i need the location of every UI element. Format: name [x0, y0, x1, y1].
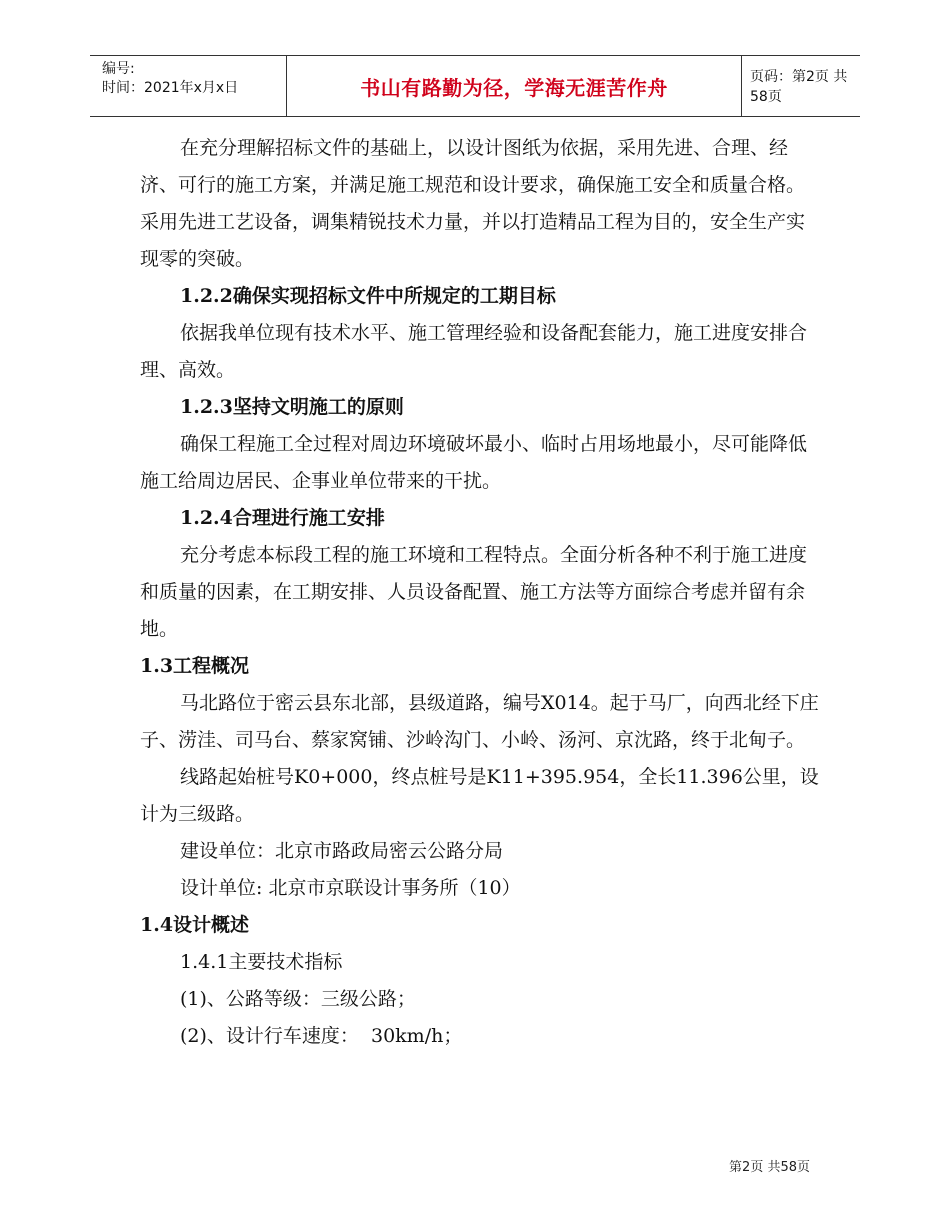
- designer-line: 设计单位: 北京市京联设计事务所（10）: [180, 877, 521, 899]
- builder-line: 建设单位：北京市路政局密云公路分局: [180, 840, 504, 862]
- list-item: (1)、公路等级：三级公路；: [180, 988, 416, 1010]
- paragraph: 充分考虑本标段工程的施工环境和工程特点。全面分析各种不利于施工进度和质量的因素，在工期安排、人员设备配置、施工方法等方面综合考虑并留有余地。: [140, 544, 808, 640]
- section-heading: 1.3工程概况: [140, 655, 250, 677]
- header-motto: 书山有路勤为径，学海无涯苦作舟: [286, 56, 742, 116]
- page-footer: 第2页 共58页: [729, 1160, 810, 1175]
- paragraph: 线路起始桩号K0+000，终点桩号是K11+395.954，全长11.396公里，设计为三级路。: [140, 766, 819, 825]
- document-body: [140, 130, 820, 1055]
- document-header: [90, 55, 860, 117]
- section-heading: 1.4设计概述: [140, 914, 250, 936]
- paragraph: 马北路位于密云县东北部，县级道路，编号X014。起于马厂，向西北经下庄子、涝洼、司马台、蔡家窝铺、沙岭沟门、小岭、汤河、京沈路，终于北甸子。: [140, 692, 819, 751]
- list-item: (2)、设计行车速度： 30km/h；: [180, 1025, 463, 1047]
- paragraph: 依据我单位现有技术水平、施工管理经验和设备配套能力，施工进度安排合理、高效。: [140, 322, 808, 381]
- document-time: 时间：2021年x月x日: [102, 80, 239, 96]
- header-page-info: 页码：第2页 共58页: [750, 69, 848, 105]
- subsection-heading: 1.4.1主要技术指标: [180, 951, 343, 973]
- section-heading: 1.2.2确保实现招标文件中所规定的工期目标: [180, 285, 556, 307]
- document-number-label: 编号:: [102, 61, 135, 77]
- section-heading: 1.2.3坚持文明施工的原则: [180, 396, 404, 418]
- header-meta: [90, 56, 286, 116]
- paragraph: 在充分理解招标文件的基础上，以设计图纸为依据，采用先进、合理、经济、可行的施工方案，并满足施工规范和设计要求，确保施工安全和质量合格。采用先进工艺设备，调集精锐技术力量，并以打造精品工程为目的，安全生产实现零的突破。: [140, 137, 806, 270]
- paragraph: 确保工程施工全过程对周边环境破坏最小、临时占用场地最小，尽可能降低施工给周边居民、企事业单位带来的干扰。: [140, 433, 808, 492]
- section-heading: 1.2.4合理进行施工安排: [180, 507, 385, 529]
